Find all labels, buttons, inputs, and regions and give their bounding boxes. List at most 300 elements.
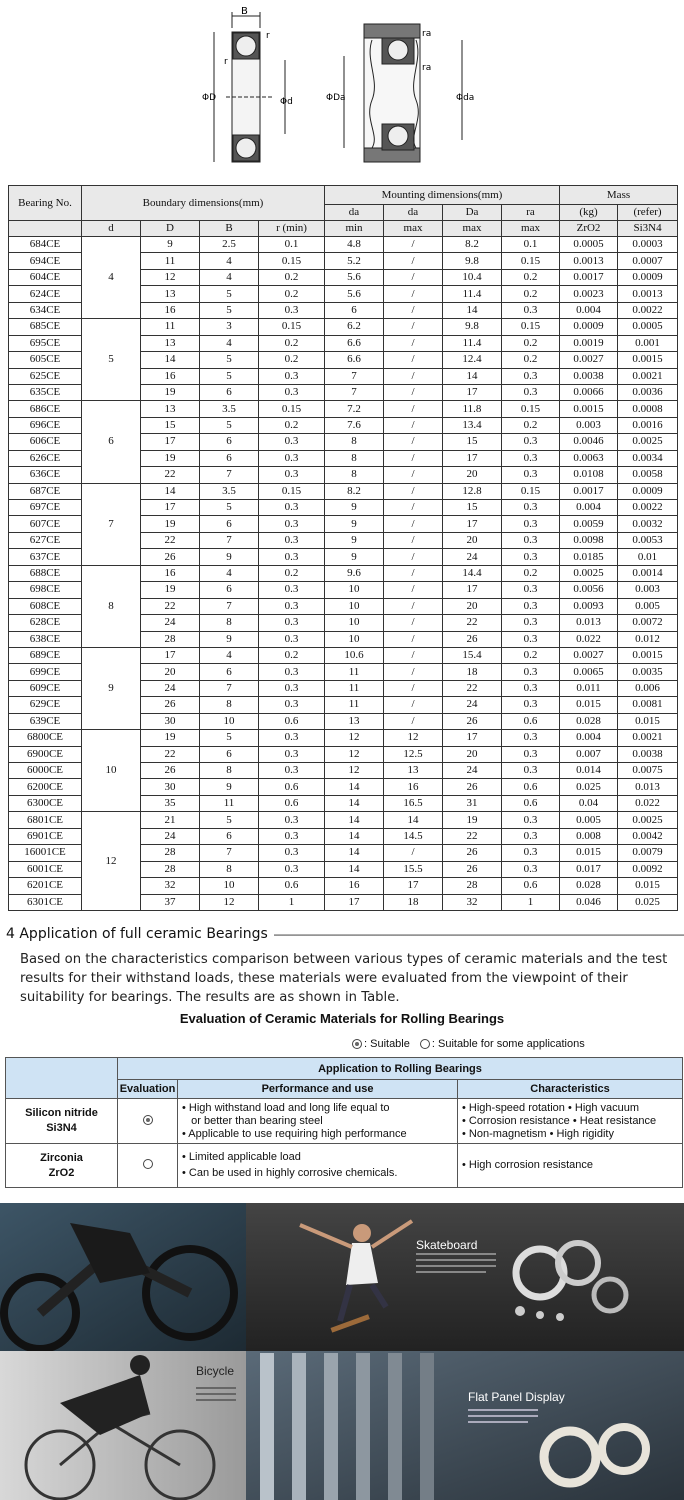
table-row [9, 812, 678, 828]
table-cell: 8.2 [325, 483, 384, 499]
bearing-no-cell: 6301CE [9, 894, 82, 910]
bearing-no-cell: 608CE [9, 598, 82, 614]
table-cell: 0.0065 [560, 664, 618, 680]
bearing-no-cell: 6000CE [9, 763, 82, 779]
table-cell: 17 [443, 516, 502, 532]
table-cell: 13.4 [443, 417, 502, 433]
mounting-drawing [344, 24, 462, 162]
table-cell: 14 [325, 779, 384, 795]
legend-suitable [352, 1038, 410, 1050]
legend-some-text: : Suitable for some applications [431, 1038, 585, 1050]
table-cell: 0.0036 [618, 384, 678, 400]
bore-d-cell: 7 [82, 483, 141, 565]
table-cell: 9.8 [443, 253, 502, 269]
table-cell: 0.15 [259, 253, 325, 269]
bearing-no-cell: 699CE [9, 664, 82, 680]
table-cell: 7.2 [325, 401, 384, 417]
photo-label-bicycle: Bicycle [196, 1364, 235, 1378]
table-cell: 11 [141, 253, 200, 269]
bearing-no-cell: 639CE [9, 713, 82, 729]
table-cell: 0.0038 [618, 746, 678, 762]
label-r-top: r [266, 31, 270, 41]
table-cell: 0.007 [560, 746, 618, 762]
table-cell: 24 [443, 763, 502, 779]
table-cell: 12.5 [384, 746, 443, 762]
table-cell: 0.0185 [560, 549, 618, 565]
table-cell: 4.8 [325, 237, 384, 253]
header-boundary: Boundary dimensions(mm) [82, 186, 325, 221]
table-cell: 0.0017 [560, 483, 618, 499]
table-cell: 0.0013 [560, 253, 618, 269]
characteristics-line: • High-speed rotation • High vacuum [462, 1101, 640, 1114]
table-cell: 0.3 [502, 302, 560, 318]
table-cell: 0.04 [560, 795, 618, 811]
table-row [9, 483, 678, 499]
bearing-no-cell: 694CE [9, 253, 82, 269]
evaluation-group-header: Application to Rolling Bearings [118, 1058, 683, 1080]
table-cell: 14 [325, 861, 384, 877]
table-cell: 6 [200, 828, 259, 844]
table-cell: 0.2 [502, 269, 560, 285]
bearing-no-cell: 636CE [9, 467, 82, 483]
section-body: Based on the characteristics comparison between various types of ceramic materials and the test results for their withstand loads, these materials were evaluated from the viewpoint of their suitability for bearings. The results are as shown in Table. [20, 952, 668, 1005]
table-cell: 0.0009 [618, 483, 678, 499]
label-da: Φda [456, 93, 475, 103]
table-cell: 0.3 [259, 450, 325, 466]
photo-flat-panel [246, 1351, 684, 1500]
table-cell: 12 [384, 730, 443, 746]
table-cell: 7.6 [325, 417, 384, 433]
table-cell: 37 [141, 894, 200, 910]
characteristics-line: • Non-magnetism • High rigidity [462, 1127, 614, 1140]
evaluation-row-zirconia [6, 1144, 683, 1188]
performance-line: • Can be used in highly corrosive chemicals. [182, 1167, 398, 1179]
table-cell: 0.3 [259, 598, 325, 614]
table-row [9, 319, 678, 335]
bore-d-cell: 12 [82, 812, 141, 911]
header-sub2-1: D [141, 221, 200, 237]
table-cell: 0.0042 [618, 828, 678, 844]
table-cell: 0.028 [560, 713, 618, 729]
table-cell: 5 [200, 417, 259, 433]
table-cell: 14 [443, 368, 502, 384]
table-cell: 4 [200, 335, 259, 351]
table-cell: 0.3 [259, 467, 325, 483]
table-cell: / [384, 401, 443, 417]
table-cell: 20 [443, 746, 502, 762]
table-cell: / [384, 516, 443, 532]
bearing-no-cell: 6200CE [9, 779, 82, 795]
table-cell: 0.6 [259, 713, 325, 729]
table-cell: 8.2 [443, 237, 502, 253]
table-cell: / [384, 450, 443, 466]
table-cell: 0.3 [502, 680, 560, 696]
table-cell: / [384, 549, 443, 565]
table-cell: 10.6 [325, 647, 384, 663]
table-cell: 0.0093 [560, 598, 618, 614]
table-cell: 0.6 [502, 878, 560, 894]
table-cell: 0.1 [259, 237, 325, 253]
table-cell: 9.8 [443, 319, 502, 335]
table-cell: 5 [200, 286, 259, 302]
table-cell: 14 [384, 812, 443, 828]
table-cell: 0.3 [259, 845, 325, 861]
table-cell: 22 [443, 680, 502, 696]
table-cell: 0.3 [502, 598, 560, 614]
table-cell: 6 [200, 664, 259, 680]
table-cell: 12.8 [443, 483, 502, 499]
table-cell: 9.6 [325, 565, 384, 581]
bearing-no-cell: 607CE [9, 516, 82, 532]
application-photo-collage [0, 1203, 684, 1500]
table-cell: 0.3 [259, 532, 325, 548]
table-cell: 17 [141, 647, 200, 663]
table-cell: 26 [443, 713, 502, 729]
table-cell: 0.012 [618, 631, 678, 647]
table-cell: 20 [443, 532, 502, 548]
evaluation-cell [118, 1144, 178, 1188]
label-ra-mid: ra [422, 63, 432, 73]
table-cell: 17 [141, 434, 200, 450]
table-cell: 0.015 [560, 697, 618, 713]
header-sub2-0: d [82, 221, 141, 237]
table-cell: 15 [443, 434, 502, 450]
table-cell: 26 [443, 845, 502, 861]
table-cell: 0.3 [259, 664, 325, 680]
bearing-spec-table [8, 185, 678, 911]
table-cell: 0.3 [502, 828, 560, 844]
table-cell: 5 [200, 368, 259, 384]
table-cell: 0.015 [618, 713, 678, 729]
table-cell: 6 [200, 582, 259, 598]
table-cell: 0.0098 [560, 532, 618, 548]
table-cell: 14 [443, 302, 502, 318]
table-cell: 10 [325, 615, 384, 631]
table-cell: 11 [325, 664, 384, 680]
table-cell: 9 [325, 500, 384, 516]
table-cell: 17 [384, 878, 443, 894]
table-cell: 0.0009 [618, 269, 678, 285]
table-cell: 0.0079 [618, 845, 678, 861]
table-cell: 0.006 [618, 680, 678, 696]
table-cell: / [384, 368, 443, 384]
table-cell: / [384, 417, 443, 433]
table-cell: 6 [200, 384, 259, 400]
table-cell: 16 [141, 302, 200, 318]
table-cell: 0.3 [502, 845, 560, 861]
evaluation-legend [352, 1038, 585, 1050]
table-cell: 24 [443, 697, 502, 713]
table-cell: 0.008 [560, 828, 618, 844]
table-cell: 14.4 [443, 565, 502, 581]
table-cell: 0.0015 [560, 401, 618, 417]
label-Da: ΦDa [326, 93, 346, 103]
label-r-side: r [224, 57, 228, 67]
table-cell: 19 [141, 582, 200, 598]
table-cell: 0.0035 [618, 664, 678, 680]
table-cell: 18 [384, 894, 443, 910]
table-cell: 13 [325, 713, 384, 729]
bearing-no-cell: 638CE [9, 631, 82, 647]
material-cell [6, 1144, 118, 1188]
table-cell: 0.0025 [560, 565, 618, 581]
table-cell: 17 [443, 582, 502, 598]
table-cell: 20 [443, 467, 502, 483]
header-mass-refer: (refer) [618, 205, 678, 221]
header-sub2-4: min [325, 221, 384, 237]
table-cell: 0.3 [259, 368, 325, 384]
bearing-no-cell: 6300CE [9, 795, 82, 811]
header-sub2-9: Si3N4 [618, 221, 678, 237]
table-cell: 8 [325, 450, 384, 466]
table-cell: 0.3 [502, 532, 560, 548]
table-cell: 12 [141, 269, 200, 285]
table-cell: 0.3 [259, 812, 325, 828]
table-cell: 0.3 [502, 434, 560, 450]
table-cell: 1 [259, 894, 325, 910]
table-cell: 0.3 [502, 730, 560, 746]
photo-bicycle [0, 1351, 246, 1500]
table-cell: 0.004 [560, 302, 618, 318]
photo-label-skateboard: Skateboard [416, 1238, 478, 1252]
table-cell: 8 [325, 434, 384, 450]
table-cell: 6 [325, 302, 384, 318]
table-cell: 0.3 [502, 615, 560, 631]
table-cell: 17 [141, 500, 200, 516]
table-cell: 0.0015 [618, 647, 678, 663]
header-mounting: Mounting dimensions(mm) [325, 186, 560, 205]
table-cell: 14 [141, 352, 200, 368]
evaluation-row-silicon-nitride [6, 1099, 683, 1144]
header-blank [9, 221, 82, 237]
table-cell: 0.2 [259, 269, 325, 285]
table-cell: / [384, 269, 443, 285]
table-cell: 0.0025 [618, 434, 678, 450]
table-row [9, 730, 678, 746]
table-cell: 0.004 [560, 500, 618, 516]
table-cell: 0.0058 [618, 467, 678, 483]
table-cell: 0.0046 [560, 434, 618, 450]
suitable-circle-icon [352, 1039, 362, 1049]
table-cell: 0.3 [259, 549, 325, 565]
table-cell: 14 [325, 812, 384, 828]
table-cell: 0.3 [259, 697, 325, 713]
table-cell: 10 [200, 713, 259, 729]
table-cell: 0.15 [259, 319, 325, 335]
table-cell: 26 [443, 631, 502, 647]
table-cell: 22 [141, 532, 200, 548]
table-cell: 13 [141, 401, 200, 417]
table-cell: 24 [141, 615, 200, 631]
table-cell: 17 [443, 450, 502, 466]
table-cell: 0.004 [560, 730, 618, 746]
table-row [9, 237, 678, 253]
evaluation-cell [118, 1099, 178, 1144]
bearing-no-cell: 16001CE [9, 845, 82, 861]
table-cell: 0.3 [502, 861, 560, 877]
table-cell: 0.3 [502, 582, 560, 598]
table-cell: 0.6 [259, 878, 325, 894]
table-cell: 2.5 [200, 237, 259, 253]
table-cell: 0.3 [259, 861, 325, 877]
bore-d-cell: 5 [82, 319, 141, 401]
performance-line: or better than bearing steel [182, 1114, 323, 1127]
table-cell: / [384, 713, 443, 729]
table-cell: / [384, 582, 443, 598]
bearing-no-cell: 625CE [9, 368, 82, 384]
table-cell: / [384, 680, 443, 696]
table-cell: 11 [325, 680, 384, 696]
header-mass: Mass [560, 186, 678, 205]
table-cell: 0.011 [560, 680, 618, 696]
table-cell: 8 [200, 861, 259, 877]
table-cell: 0.015 [560, 845, 618, 861]
bearing-no-cell: 6801CE [9, 812, 82, 828]
table-cell: 14 [325, 795, 384, 811]
table-cell: 7 [200, 467, 259, 483]
photo-label-flat-panel: Flat Panel Display [468, 1390, 565, 1404]
table-cell: 28 [141, 631, 200, 647]
table-cell: 0.2 [502, 286, 560, 302]
table-cell: 0.2 [259, 352, 325, 368]
table-cell: 26 [443, 779, 502, 795]
table-cell: 0.0008 [618, 401, 678, 417]
table-row [9, 565, 678, 581]
table-cell: / [384, 319, 443, 335]
table-cell: 0.0014 [618, 565, 678, 581]
table-cell: 10 [200, 878, 259, 894]
table-cell: 9 [325, 549, 384, 565]
bearing-no-cell: 686CE [9, 401, 82, 417]
table-cell: 20 [141, 664, 200, 680]
table-cell: 0.0016 [618, 417, 678, 433]
table-cell: 0.0005 [618, 319, 678, 335]
table-cell: 0.3 [502, 697, 560, 713]
bearing-no-cell: 635CE [9, 384, 82, 400]
table-cell: / [384, 434, 443, 450]
table-cell: 0.3 [502, 516, 560, 532]
table-cell: 0.6 [502, 779, 560, 795]
bore-d-cell: 6 [82, 401, 141, 483]
bearing-no-cell: 698CE [9, 582, 82, 598]
characteristics-col-header: Characteristics [458, 1080, 683, 1099]
table-cell: 4 [200, 565, 259, 581]
bearing-no-cell: 637CE [9, 549, 82, 565]
table-cell: 0.3 [502, 812, 560, 828]
table-cell: 9 [325, 516, 384, 532]
table-cell: 6.6 [325, 335, 384, 351]
bore-d-cell: 9 [82, 647, 141, 729]
table-cell: 0.3 [259, 746, 325, 762]
table-cell: 0.0017 [560, 269, 618, 285]
table-cell: / [384, 697, 443, 713]
table-cell: 18 [443, 664, 502, 680]
legend-suitable-text: : Suitable [364, 1038, 410, 1050]
table-cell: 3.5 [200, 483, 259, 499]
table-cell: / [384, 253, 443, 269]
material-formula: Si3N4 [46, 1122, 77, 1134]
material-formula: ZrO2 [48, 1166, 75, 1179]
table-cell: 0.2 [259, 417, 325, 433]
table-cell: 8 [200, 697, 259, 713]
table-cell: 0.0034 [618, 450, 678, 466]
bearing-no-cell: 6001CE [9, 861, 82, 877]
performance-cell [178, 1099, 458, 1144]
table-cell: 20 [443, 598, 502, 614]
table-cell: 0.1 [502, 237, 560, 253]
table-cell: 4 [200, 647, 259, 663]
table-cell: 0.003 [560, 417, 618, 433]
table-cell: 3 [200, 319, 259, 335]
table-cell: 0.2 [502, 417, 560, 433]
characteristics-cell [458, 1099, 683, 1144]
table-cell: 0.0056 [560, 582, 618, 598]
table-cell: 0.2 [259, 335, 325, 351]
bearing-no-cell: 689CE [9, 647, 82, 663]
suitable-circle-icon [143, 1115, 153, 1125]
table-cell: / [384, 565, 443, 581]
table-cell: 28 [141, 845, 200, 861]
table-cell: 31 [443, 795, 502, 811]
table-cell: 0.0027 [560, 647, 618, 663]
table-cell: 0.022 [560, 631, 618, 647]
table-cell: 6 [200, 516, 259, 532]
table-cell: 28 [141, 861, 200, 877]
table-cell: 0.0081 [618, 697, 678, 713]
bearing-no-cell: 626CE [9, 450, 82, 466]
table-cell: 0.0022 [618, 302, 678, 318]
photo-motocross [0, 1203, 246, 1351]
table-cell: 7 [200, 680, 259, 696]
table-cell: 6.2 [325, 319, 384, 335]
table-cell: 0.022 [618, 795, 678, 811]
table-cell: 14 [325, 845, 384, 861]
header-sub2-7: max [502, 221, 560, 237]
table-cell: 0.15 [259, 483, 325, 499]
table-cell: 0.3 [502, 746, 560, 762]
table-cell: 19 [141, 450, 200, 466]
characteristics-line: • Corrosion resistance • Heat resistance [462, 1114, 657, 1127]
table-cell: 0.0019 [560, 335, 618, 351]
header-sub1-Da: Da [443, 205, 502, 221]
table-cell: 22 [443, 828, 502, 844]
table-cell: 0.3 [502, 763, 560, 779]
bearing-no-cell: 6901CE [9, 828, 82, 844]
table-cell: 7 [325, 384, 384, 400]
photo-skateboard [246, 1203, 684, 1351]
table-cell: 3.5 [200, 401, 259, 417]
bearing-no-cell: 6800CE [9, 730, 82, 746]
table-cell: 0.013 [560, 615, 618, 631]
performance-col-header: Performance and use [178, 1080, 458, 1099]
table-cell: 28 [443, 878, 502, 894]
performance-cell [178, 1144, 458, 1188]
table-cell: / [384, 845, 443, 861]
table-cell: 15 [141, 417, 200, 433]
table-cell: 10 [325, 631, 384, 647]
table-cell: 6 [200, 434, 259, 450]
header-sub1-da-min: da [325, 205, 384, 221]
table-cell: 8 [200, 615, 259, 631]
table-cell: 0.015 [618, 878, 678, 894]
table-cell: 22 [141, 746, 200, 762]
header-sub1-ra: ra [502, 205, 560, 221]
table-cell: 0.0003 [618, 237, 678, 253]
table-cell: 0.3 [502, 384, 560, 400]
table-cell: 21 [141, 812, 200, 828]
table-row [9, 401, 678, 417]
table-cell: 5 [200, 302, 259, 318]
